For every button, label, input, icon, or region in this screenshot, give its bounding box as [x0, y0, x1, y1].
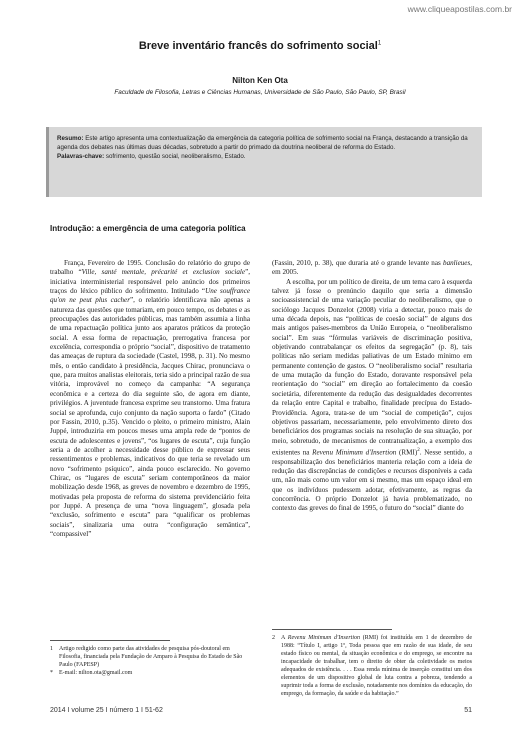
text-span: (Fassin, 2010, p. 38), que duraria até o grande levante nas — [272, 259, 444, 267]
footnote-marker: 2 — [417, 447, 420, 453]
paragraph — [272, 259, 472, 278]
title-footnote-marker: 1 — [377, 40, 382, 47]
footnote-mark: * — [50, 670, 53, 676]
italic-span: banlieues — [443, 259, 471, 267]
paragraph — [50, 259, 250, 539]
footnotes-right — [272, 634, 472, 698]
text-span: ”, iniciativa interministerial responsável pelo anúncio dos primeiros traços do léxico público do sofrimento. Intitulado “ — [50, 268, 250, 296]
text-span: A — [281, 635, 288, 641]
footnote-text: Artigo redigido como parte das atividades de pesquisa pós-doutoral em Filosofia, financiada pela Fundação de Amparo à Pesquisa do Estado de São Paulo (FAPESP) — [59, 646, 243, 668]
text-span: (RMI) foi instituída em 1 de dezembro de 1988: “Título I, artigo 1º, Toda pessoa que em razão de sua idade, de seu estado físico ou mental, da situação econômica e do emprego, se encontre na incapacidade de trabalhar, tem o direito de obter da coletividade os meios adequados de existência. . . . Essa renda mínima de inserção constitui um dos elementos de um dispositivo global de luta contra a pobreza, tendendo a suprimir toda a forma de exclusão, notadamente nos domínios da educação, do emprego, da formação, da saúde e da habitação.” — [281, 635, 472, 697]
keywords-label: Palavras-chave: — [57, 153, 105, 160]
paragraph — [272, 278, 472, 514]
italic-span: Revenu Minimum d'Insertion — [312, 448, 397, 457]
footnote-rule-right — [272, 629, 392, 630]
resumo-text: Este artigo apresenta uma contextualização da emergência da categoria política de sofrimento social na França, destacando a transição da agenda dos debates nas últimas duas décadas, sobretudo a partir do primado da doutrina neoliberal de reforma do Estado. — [57, 135, 468, 151]
text-span: França, Fevereiro de 1995. Conclusão do relatório do grupo de trabalho “ — [50, 259, 250, 277]
footnote-email[interactable]: E-mail: nilton.ota@gmail.com — [59, 670, 133, 676]
footnote-item — [50, 669, 250, 677]
abstract-box — [46, 127, 482, 197]
section-heading: Introdução: a emergência de uma categoria política — [50, 224, 246, 233]
abstract-resumo — [57, 134, 474, 152]
page-number: 51 — [464, 707, 472, 714]
italic-span: Ville, santé mentale, précarité et exclusion sociale — [81, 268, 246, 277]
text-span: . Nesse sentido, a responsabilização dos beneficiários manteria relação com a ideia de redução das discrepâncias de condições e recursos disponíveis a cada um, não mais como um valor em si mesmo, mas um espaço ideal em que os indivíduos pudessem adotar, efetivamente, as regras da concorrência. O próprio Donzelot já havia problematizado, no contexto das greves do final de 1995, o futuro do “social” diante do — [272, 448, 472, 513]
author-affiliation: Faculdade de Filosofia, Letras e Ciências Humanas, Universidade de São Paulo, São Paulo, SP, Brasil — [114, 89, 406, 96]
text-span: ”, o relatório identificava não apenas a natureza das questões que tomariam, em pouco tempo, os debates e as preocupações das autoridades públicas, mas também assumia a linha de uma repactuação política junto aos aparatos práticos da proteção social. A essa forma de repactuação, prerrogativa francesa por excelência, correspondia o próprio “social”, dispositivo de tratamento das ameaças de ruptura da sociedade (Castel, 1998, p. 31). No mesmo mês, o então candidato à presidência, Jacques Chirac, pronunciava o que, para muitos analistas eleitorais, teria sido a principal razão de sua vitória, improvável no começo da campanha: “A segurança econômica e a certeza do dia seguinte são, de agora em diante, privilégios. A juventude francesa exprime seu transtorno. Uma fratura social se aprofunda, cujo conjunto da nação suporta o fardo” (Citado por Fassin, 2010, p.35). Vencido o pleito, o primeiro ministro, Alain Juppé, introduziria em poucos meses uma ampla rede de “pontos de escuta de adolescentes e jovens”, “os lugares de escuta”, cuja função seria a de acolher a necessidade desse público de expressar seus ressentimentos e problemas, indicativos do que teria se revelado um novo “sofrimento psíquico”, ainda pouco esclarecido. No governo Chirac, os “lugares de escuta” seriam contemporâneos da maior mobilização desde 1968, as greves de novembro e dezembro de 1995, motivadas pela proposta de reforma do sistema previdenciário feita por Juppé. A presença de uma “nova linguagem”, glosada pela “exclusão, sofrimento e escuta” para “qualificar os problemas sociais”, sinalizaria uma outra “configuração semântica”, “compassivel” — [50, 296, 250, 538]
body-column-left — [50, 259, 250, 539]
text-span: , em 2005. — [272, 259, 472, 277]
journal-footer: 2014 I volume 25 I número 1 I 51-62 — [50, 707, 163, 714]
resumo-label: Resumo: — [57, 135, 84, 142]
article-title-text: Breve inventário francês do sofrimento social — [138, 40, 378, 52]
italic-span: Une souffrance qu'on ne peut plus cacher — [50, 287, 251, 305]
author-name: Nilton Ken Ota — [232, 76, 288, 85]
watermark-url: www.cliqueapostilas.com.br — [407, 4, 512, 14]
abstract-keywords — [57, 152, 474, 161]
footnote-text — [281, 634, 472, 698]
italic-span: Revenu Minimum d'Insertion — [287, 635, 360, 641]
footnote-mark: 2 — [272, 635, 275, 641]
text-span: A escolha, por um político de direita, de um tema caro à esquerda talvez já fosse o prenúncio daquilo que seria a dimensão socioassistencial de uma variação peculiar do neoliberalismo, que o sociólogo Jacques Donzelot (2008) viria a detectar, pouco mais de uma década depois, nas “políticas de coesão social” de alguns dos mais antigos países-membros da União Europeia, o “neoliberalismo social”. Em suas “fórmulas variáveis de discriminação positiva, objetivando contrabalançar os efeitos da segregação” (p. 8), tais políticas não seriam medidas paliativas de um Estado mínimo em permanente contenção de gastos. O “neoliberalismo social” resultaria de uma mutação da função do Estado, doravante responsável pela reorientação do “social” em direção ao fortalecimento da coesão societária, diferentemente da redução das desigualdades decorrentes da relação entre Capital e trabalho, finalidade precípua do Estado-Providência. Agora, trata-se de um “social de competição”, cujos objetivos passariam, necessariamente, pelo envolvimento direto dos beneficiários dos programas sociais na resolução de sua situação, por meio, sobretudo, de mecanismos de contratualização, a exemplo dos existentes na — [272, 277, 472, 457]
footnote-mark: 1 — [50, 646, 53, 652]
article-title — [0, 40, 520, 52]
footnote-item — [50, 645, 250, 669]
footnotes-left — [50, 645, 250, 677]
keywords-text: sofrimento, questão social, neoliberalismo, Estado. — [105, 153, 246, 160]
text-span: (RMI) — [396, 448, 418, 457]
body-column-right — [272, 259, 472, 514]
footnote-item — [272, 634, 472, 698]
footnote-rule-left — [50, 640, 170, 641]
